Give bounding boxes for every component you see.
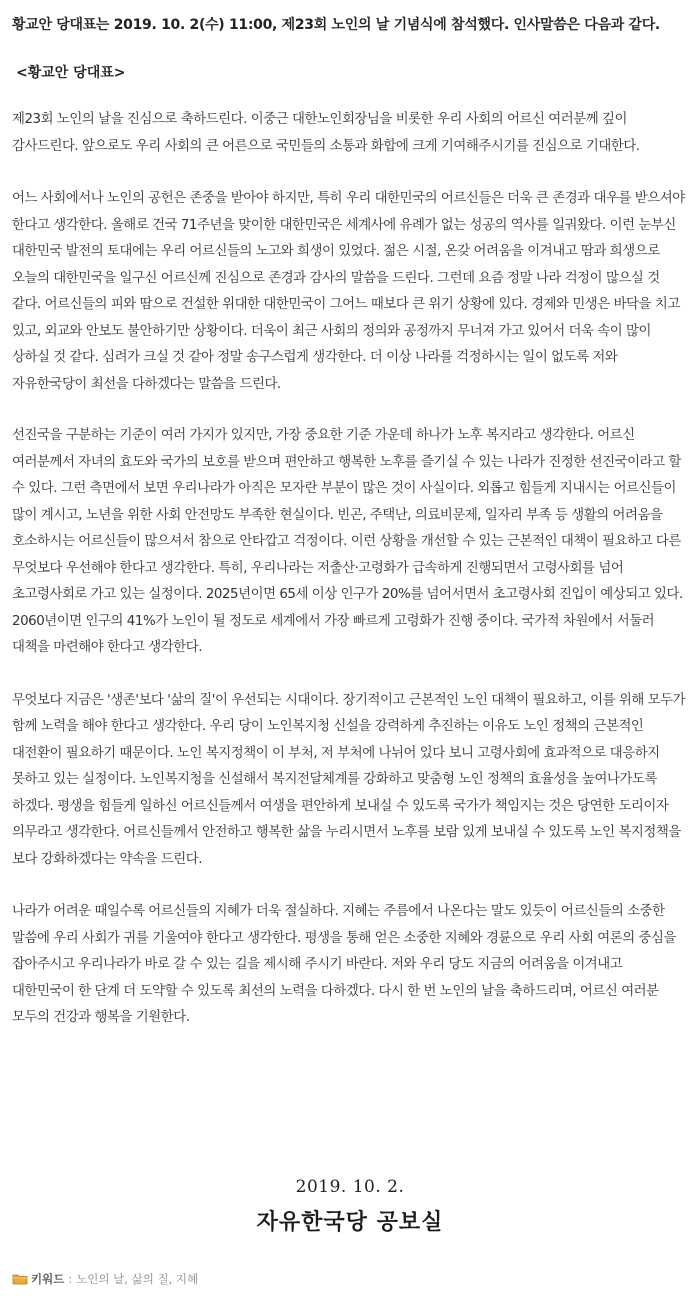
speaker-label: <황교안 당대표> — [16, 65, 126, 81]
paragraph-respect: 어느 사회에서나 노인의 공헌은 존중을 받아야 하지만, 특히 우리 대한민국의 어르신들은 더욱 큰 존경과 대우를 받으셔야 한다고 생각한다. 올해로 건국 71주년을 맞이한 대한민국은 세계사에 유례가 없는 성공의 역사를 일궈왔다. 이런 눈부신 대한민국 발전의 토대에는 우리 어르신들의 노고와 희생이 있었다. 젊은 시절, 온갖 어려움을 이겨내고 땀과 희생으로 오늘의 대한민국을 일구신 어르신께 진심으로 존경과 감사의 말씀을 드린다. 그런데 요즘 정말 나라 걱정이 많으실 것 같다. 어르신들의 피와 땀으로 건설한 위대한 대한민국이 그어느 때보다 큰 위기 상황에 있다. 경제와 민생은 바닥을 치고 있고, 외교와 안보도 불안하기만 상황이다. 더욱이 최근 사회의 정의와 공정까지 무너져 가고 있어서 더욱 속이 많이 상하실 것 같다. 심려가 크실 것 같아 정말 송구스럽게 생각한다. 더 이상 나라를 걱정하시는 일이 없도록 저와 자유한국당이 최선을 다하겠다는 말씀을 드린다. — [12, 191, 685, 392]
release-date: 2019. 10. 2. — [295, 1177, 405, 1197]
paragraph-wisdom: 나라가 어려운 때일수록 어르신들의 지혜가 더욱 절실하다. 지혜는 주름에서 나온다는 말도 있듯이 어르신들의 소중한 말씀에 우리 사회가 귀를 기울여야 한다고 생각한다. 평생을 통해 얻은 소중한 지혜와 경륜으로 우리 사회 여론의 중심을 잡아주시고 우리나라가 바로 갈 수 있는 길을 제시해 주시기 바란다. 저와 우리 당도 지금의 어려움을 이겨내고 대한민국이 한 단계 더 도약할 수 있도록 최선의 노력을 다하겠다. 다시 한 번 노인의 날을 축하드리며, 어르신 여러분 모두의 건강과 행복을 기원한다. — [12, 904, 677, 1025]
keywords-bar — [12, 1270, 198, 1288]
paragraph-quality-of-life: 무엇보다 지금은 '생존'보다 '삶의 질'이 우선되는 시대이다. 장기적이고 근본적인 노인 대책이 필요하고, 이를 위해 모두가 함께 노력을 해야 한다고 생각한다. 우리 당이 노인복지청 신설을 강력하게 추진하는 이유도 노인 정책의 근본적인 대전환이 필요하기 때문이다. 노인 복지정책이 이 부처, 저 부처에 나뉘어 있다 보니 고령사회에 효과적으로 대응하지 못하고 있는 실정이다. 노인복지청을 신설해서 복지전달체계를 강화하고 맞춤형 노인 정책의 효율성을 높여나가도록 하겠다. 평생을 힘들게 일하신 어르신들께서 여생을 편안하게 보내실 수 있도록 국가가 책임지는 것은 당연한 도리이자 의무라고 생각한다. 어르신들께서 안전하고 행복한 삶을 누리시면서 노후를 보람 있게 보내실 수 있도록 노인 복지정책을 보다 강화하겠다는 약속을 드린다. — [12, 692, 686, 867]
folder-icon — [12, 1273, 28, 1285]
keywords-values[interactable]: 노인의 날, 삶의 질, 지혜 — [76, 1272, 199, 1286]
intro-sentence: 황교안 당대표는 2019. 10. 2(수) 11:00, 제23회 노인의 날 기념식에 참석했다. 인사말씀은 다음과 같다. — [12, 17, 660, 33]
paragraph-welfare: 선진국을 구분하는 기준이 여러 가지가 있지만, 가장 중요한 기준 가운데 하나가 노후 복지라고 생각한다. 어르신 여러분께서 자녀의 효도와 국가의 보호를 받으며 편안하고 행복한 노후를 즐기실 수 있는 나라가 진정한 선진국이라고 할 수 있다. 그런 측면에서 보면 우리나라가 아직은 모자란 부분이 많은 것이 사실이다. 외롭고 힘들게 지내시는 어르신들이 많이 계시고, 노년을 위한 사회 안전망도 부족한 현실이다. 빈곤, 주택난, 의료비문제, 일자리 부족 등 생활의 어려움을 호소하시는 어르신들이 많으셔서 참으로 안타깝고 걱정이다. 이런 상황을 개선할 수 있는 근본적인 대책이 필요하고 다른 무엇보다 우선해야 한다고 생각한다. 특히, 우리나라는 저출산·고령화가 급속하게 진행되면서 고령사회를 넘어 초고령사회로 가고 있는 실정이다. 2025년이면 65세 이상 인구가 20%를 넘어서면서 초고령사회 진입이 예상되고 있다. 2060년이면 인구의 41%가 노인이 될 정도로 세계에서 가장 빠르게 고령화가 진행 중이다. 국가적 차원에서 서둘러 대책을 마련해야 한다고 생각한다. — [12, 428, 683, 655]
organization-name: 자유한국당 공보실 — [256, 1210, 444, 1235]
paragraph-congratulations: 제23회 노인의 날을 진심으로 축하드린다. 이중근 대한노인회장님을 비롯한 우리 사회의 어르신 여러분께 깊이 감사드린다. 앞으로도 우리 사회의 큰 어른으로 국민들의 소통과 화합에 크게 기여해주시기를 진심으로 기대한다. — [12, 112, 640, 154]
keywords-label: 키워드 — [31, 1272, 65, 1286]
keywords-separator: : — [68, 1272, 73, 1286]
